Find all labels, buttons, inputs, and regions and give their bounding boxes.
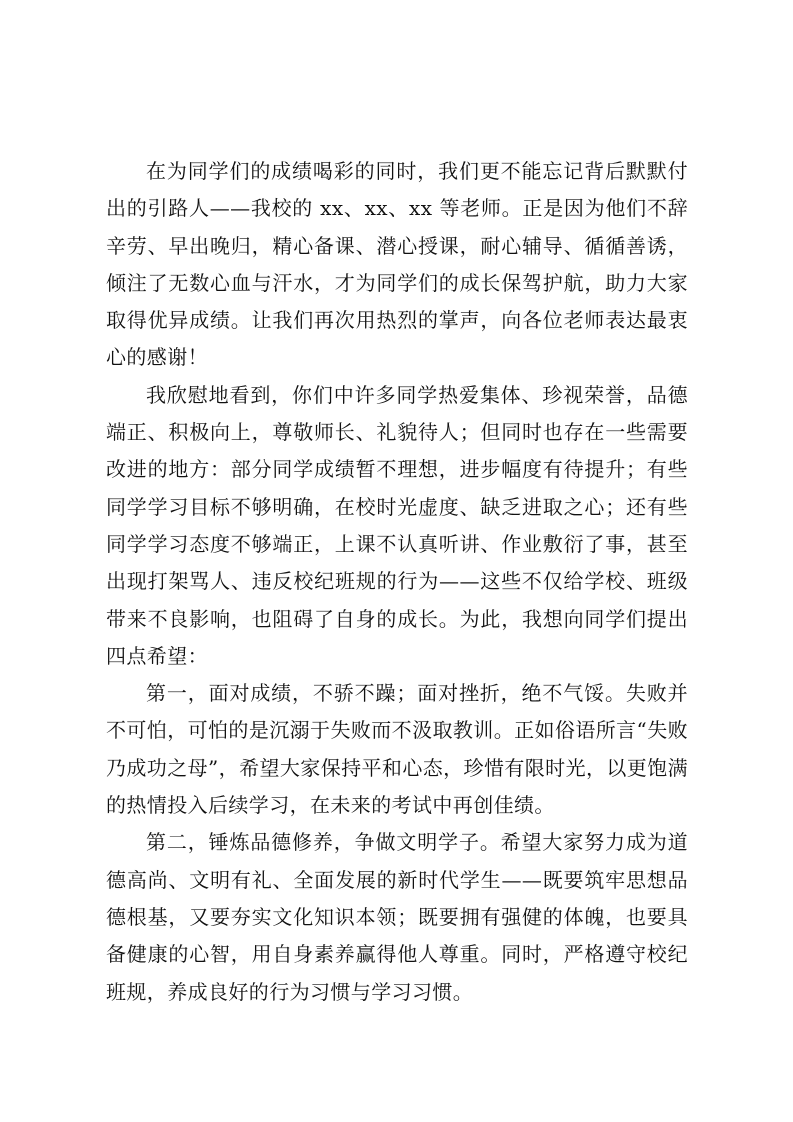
paragraph-hope-two: 第二，锤炼品德修养，争做文明学子。希望大家努力成为道德高尚、文明有礼、全面发展的新时代学生——既要筑牢思想品德根基，又要夯实文化知识本领；既要拥有强健的体魄，也要具备健康的心智，用自身素养赢得他人尊重。同时，严格遵守校纪班规，养成良好的行为习惯与学习习惯。 <box>106 830 688 1004</box>
paragraph-teachers-thanks: 在为同学们的成绩喝彩的同时，我们更不能忘记背后默默付出的引路人——我校的 xx、xx、xx 等老师。正是因为他们不辞辛劳、早出晚归，精心备课、潜心授课，耐心辅导、循循善诱，倾注了无数心血与汗水，才为同学们的成长保驾护航，助力大家取得优异成绩。让我们再次用热烈的掌声，向各位老师表达最衷心的感谢！ <box>106 159 688 370</box>
document-body <box>106 153 688 1011</box>
paragraph-hope-one: 第一，面对成绩，不骄不躁；面对挫折，绝不气馁。失败并不可怕，可怕的是沉溺于失败而不汲取教训。正如俗语所言“失败乃成功之母”，希望大家保持平和心态，珍惜有限时光，以更饱满的热情投入后续学习，在未来的考试中再创佳绩。 <box>106 681 688 818</box>
paragraph-student-conduct: 我欣慰地看到，你们中许多同学热爱集体、珍视荣誉，品德端正、积极向上，尊敬师长、礼貌待人；但同时也存在一些需要改进的地方：部分同学成绩暂不理想，进步幅度有待提升；有些同学学习目标不够明确，在校时光虚度、缺乏进取之心；还有些同学学习态度不够端正，上课不认真听讲、作业敷衍了事，甚至出现打架骂人、违反校纪班规的行为——这些不仅给学校、班级带来不良影响，也阻碍了自身的成长。为此，我想向同学们提出四点希望： <box>106 382 688 668</box>
